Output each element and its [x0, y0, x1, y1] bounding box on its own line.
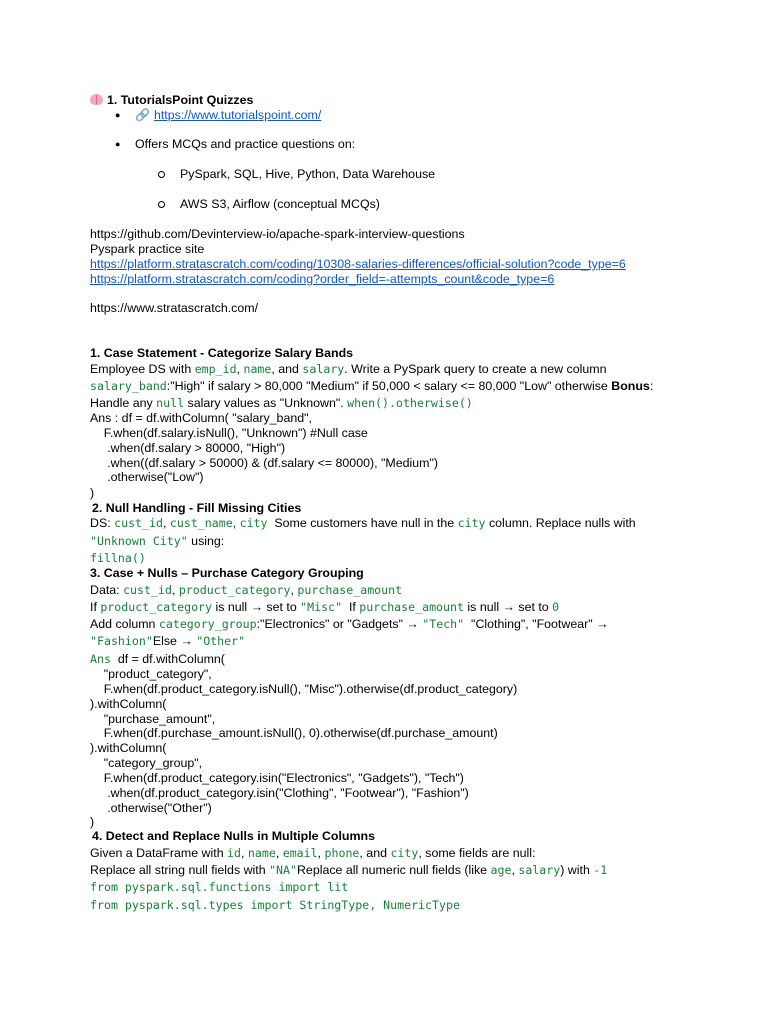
q3-answer-line: ).withColumn( — [90, 697, 167, 711]
q1-line3: Handle any null salary values as "Unknown". when().otherwise() — [90, 396, 473, 410]
q4-line1: Given a DataFrame with id, name, email, phone, and city, some fields are null: — [90, 846, 536, 860]
q2-line1: DS: cust_id, cust_name, city Some customers have null in the city column. Replace nulls with — [90, 516, 636, 530]
stratascratch-home-text: https://www.stratascratch.com/ — [90, 301, 259, 315]
q3-line1: Data: cust_id, product_category, purchase_amount — [90, 583, 403, 597]
q3-line3: Add column category_group:"Electronics" or "Gadgets" → "Tech" "Clothing", "Footwear" → — [90, 617, 609, 631]
q4-code-import-lit: from pyspark.sql.functions import lit — [90, 880, 349, 894]
q1-line2: salary_band:"High" if salary > 80,000 "Medium" if 50,000 < salary <= 80,000 "Low" otherwise Bonus: — [90, 379, 654, 393]
tutorialspoint-link[interactable]: https://www.tutorialspoint.com/ — [153, 108, 322, 122]
q3-line4: "Fashion"Else → "Other" — [90, 634, 246, 648]
q1-answer-line: .when(df.salary > 80000, "High") — [90, 441, 286, 455]
practice-site-label: Pyspark practice site — [90, 242, 205, 256]
bullet-icon: ● — [115, 110, 121, 120]
q3-title: 3. Case + Nulls – Purchase Category Grouping — [90, 566, 364, 580]
q1-answer-line: F.when(df.salary.isNull(), "Unknown") #Null case — [90, 426, 368, 440]
sub-item-topics: PySpark, SQL, Hive, Python, Data Warehouse — [180, 167, 436, 181]
q3-answer-line: "purchase_amount", — [90, 712, 216, 726]
q2-title: 2. Null Handling - Fill Missing Cities — [92, 501, 302, 515]
q4-code-import-types: from pyspark.sql.types import StringType, NumericType — [90, 898, 460, 912]
q3-answer-line: "product_category", — [90, 667, 212, 681]
github-url-text: https://github.com/Devinterview-io/apache-spark-interview-questions — [90, 227, 465, 241]
q4-line2: Replace all string null fields with "NA"Replace all numeric null fields (like age, salary) with -1 — [90, 863, 608, 877]
brain-icon — [90, 94, 103, 105]
bullet-icon: ● — [115, 139, 121, 149]
offers-text: Offers MCQs and practice questions on: — [135, 137, 356, 151]
q1-answer-line: ) — [90, 486, 95, 500]
q3-answer-line: ) — [90, 815, 95, 829]
q3-answer-line: .otherwise("Other") — [90, 801, 212, 815]
sub-bullet-icon — [158, 171, 165, 178]
q3-answer-line: ).withColumn( — [90, 741, 167, 755]
stratascratch-solution-link[interactable]: https://platform.stratascratch.com/coding/10308-salaries-differences/official-solution?code_type=6 — [90, 257, 626, 271]
q1-line1: Employee DS with emp_id, name, and salary. Write a PySpark query to create a new column — [90, 362, 607, 376]
q1-title: 1. Case Statement - Categorize Salary Bands — [90, 346, 354, 360]
q1-answer-line: .when((df.salary > 50000) & (df.salary <= 80000), "Medium") — [90, 456, 438, 470]
link-icon: 🔗 — [135, 108, 150, 122]
tutorialspoint-link-item — [135, 108, 321, 123]
q3-line2: If product_category is null → set to "Misc" If purchase_amount is null → set to 0 — [90, 600, 560, 614]
q3-answer-start: Ans df = df.withColumn( — [90, 652, 225, 666]
q1-answer-line: Ans : df = df.withColumn( "salary_band", — [90, 411, 312, 425]
q4-title: 4. Detect and Replace Nulls in Multiple Columns — [92, 829, 375, 843]
sub-item-aws: AWS S3, Airflow (conceptual MCQs) — [180, 197, 380, 211]
stratascratch-coding-link[interactable]: https://platform.stratascratch.com/coding?order_field=-attempts_count&code_type=6 — [90, 272, 555, 286]
q3-answer-line: .when(df.product_category.isin("Clothing", "Footwear"), "Fashion") — [90, 786, 469, 800]
q2-line2: "Unknown City" using: — [90, 534, 225, 548]
q3-answer-line: F.when(df.product_category.isNull(), "Misc").otherwise(df.product_category) — [90, 682, 518, 696]
q2-line3: fillna() — [90, 551, 146, 565]
q3-answer-line: "category_group", — [90, 756, 203, 770]
q3-answer-line: F.when(df.purchase_amount.isNull(), 0).otherwise(df.purchase_amount) — [90, 726, 498, 740]
q1-answer-line: .otherwise("Low") — [90, 470, 204, 484]
sub-bullet-icon — [158, 201, 165, 208]
section-heading: 1. TutorialsPoint Quizzes — [90, 93, 253, 108]
q3-answer-line: F.when(df.product_category.isin("Electronics", "Gadgets"), "Tech") — [90, 771, 464, 785]
